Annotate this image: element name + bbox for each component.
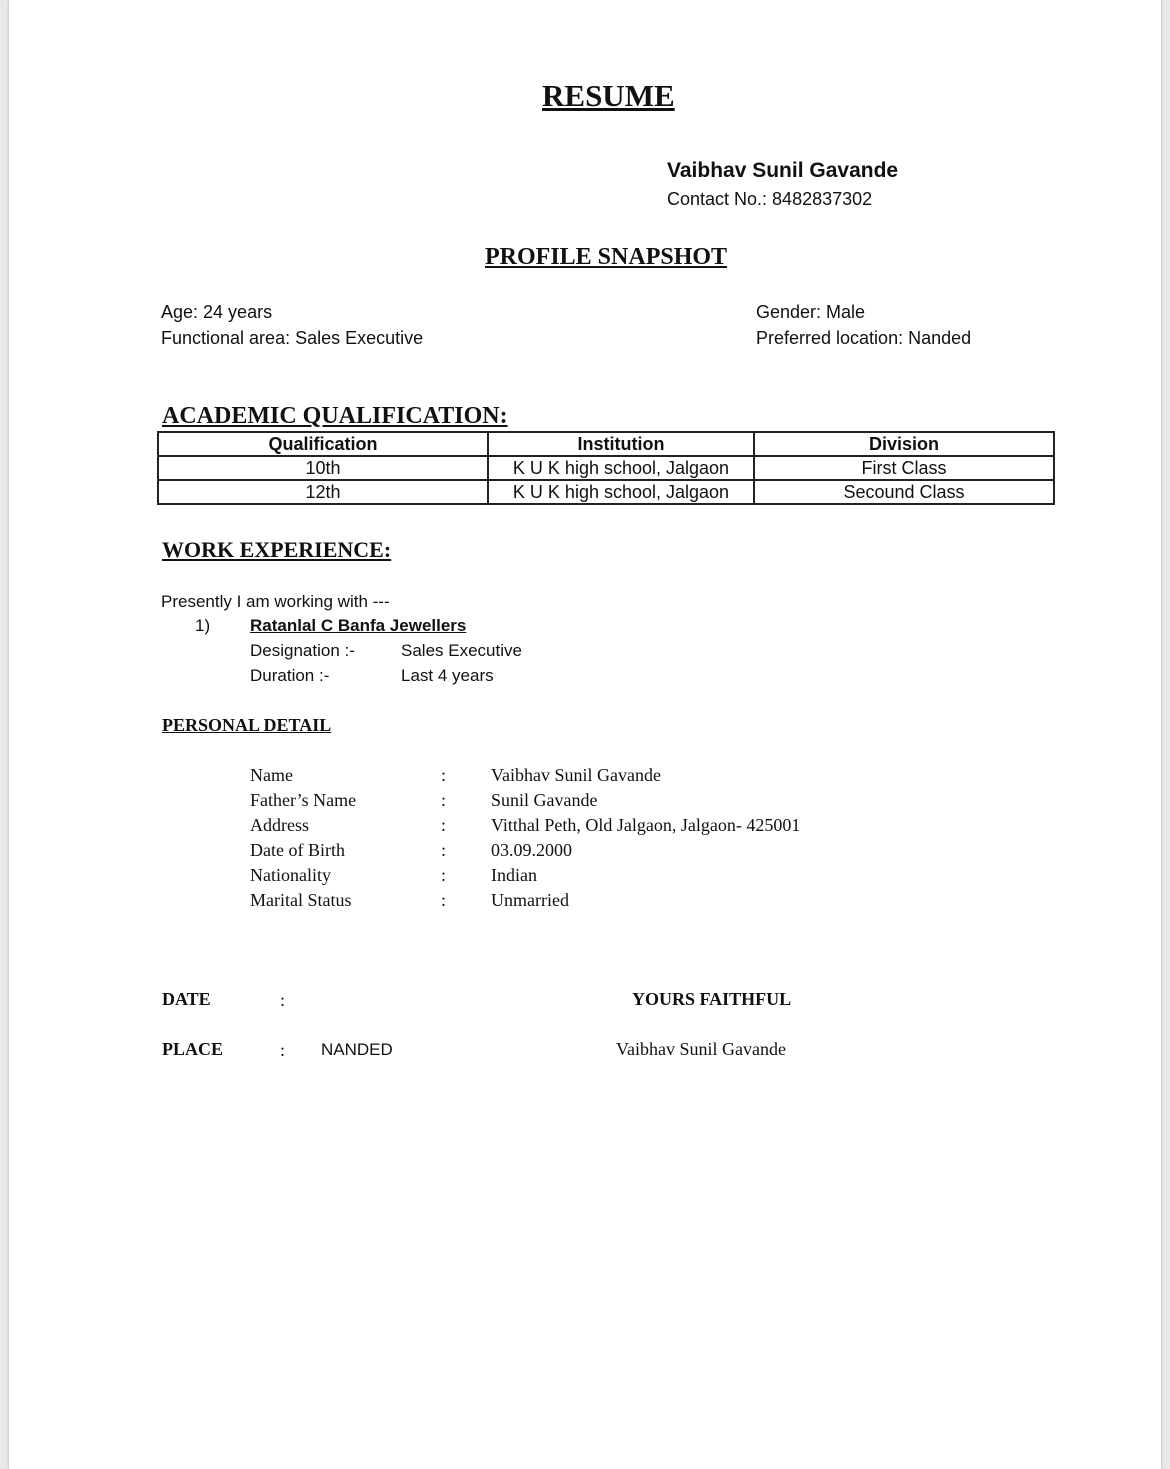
- table-cell: K U K high school, Jalgaon: [488, 480, 754, 504]
- personal-separator: :: [441, 840, 447, 860]
- date-separator: :: [280, 990, 286, 1010]
- column-header-institution: Institution: [488, 432, 754, 456]
- personal-heading: PERSONAL DETAIL: [162, 715, 332, 735]
- table-row: [158, 456, 1054, 480]
- profile-gender: Gender: Male: [756, 302, 866, 322]
- personal-value-fathers-name: Sunil Gavande: [491, 790, 598, 810]
- table-cell: K U K high school, Jalgaon: [488, 456, 754, 480]
- profile-age: Age: 24 years: [161, 302, 273, 322]
- place-label: PLACE: [162, 1039, 224, 1059]
- personal-value-marital-status: Unmarried: [491, 890, 569, 910]
- personal-separator: :: [441, 890, 447, 910]
- header-name: Vaibhav Sunil Gavande: [667, 159, 899, 182]
- header-contact: Contact No.: 8482837302: [667, 189, 873, 209]
- academic-header-row: [158, 432, 1054, 456]
- academic-heading: ACADEMIC QUALIFICATION:: [162, 403, 508, 429]
- column-header-qualification: Qualification: [158, 432, 488, 456]
- personal-label-nationality: Nationality: [250, 865, 331, 885]
- work-designation-label: Designation :-: [250, 641, 355, 660]
- work-designation-value: Sales Executive: [401, 641, 522, 660]
- place-separator: :: [280, 1040, 286, 1060]
- work-item-number: 1): [195, 616, 211, 635]
- resume-title: RESUME: [542, 78, 675, 113]
- profile-functional-area: Functional area: Sales Executive: [161, 328, 424, 348]
- personal-value-name: Vaibhav Sunil Gavande: [491, 765, 661, 785]
- personal-label-date-of-birth: Date of Birth: [250, 840, 345, 860]
- work-intro: Presently I am working with ---: [161, 592, 390, 611]
- table-row: [158, 480, 1054, 504]
- work-duration-value: Last 4 years: [401, 666, 494, 685]
- personal-value-address: Vitthal Peth, Old Jalgaon, Jalgaon- 425001: [491, 815, 801, 835]
- personal-value-date-of-birth: 03.09.2000: [491, 840, 572, 860]
- table-cell: First Class: [754, 456, 1054, 480]
- table-cell: 12th: [158, 480, 488, 504]
- personal-value-nationality: Indian: [491, 865, 537, 885]
- academic-table: [157, 431, 1055, 505]
- table-cell: 10th: [158, 456, 488, 480]
- personal-separator: :: [441, 865, 447, 885]
- personal-label-address: Address: [250, 815, 309, 835]
- work-company: Ratanlal C Banfa Jewellers: [250, 616, 467, 635]
- document-page: [9, 0, 1161, 1469]
- table-cell: Secound Class: [754, 480, 1054, 504]
- profile-preferred-location: Preferred location: Nanded: [756, 328, 972, 348]
- column-header-division: Division: [754, 432, 1054, 456]
- work-duration-label: Duration :-: [250, 666, 330, 685]
- place-value: NANDED: [321, 1040, 393, 1059]
- personal-separator: :: [441, 815, 447, 835]
- personal-label-name: Name: [250, 765, 293, 785]
- personal-separator: :: [441, 790, 447, 810]
- closing-text: YOURS FAITHFUL: [632, 989, 792, 1009]
- personal-separator: :: [441, 765, 447, 785]
- personal-label-fathers-name: Father’s Name: [250, 790, 357, 810]
- personal-label-marital-status: Marital Status: [250, 890, 352, 910]
- signature-name: Vaibhav Sunil Gavande: [616, 1039, 786, 1059]
- work-heading: WORK EXPERIENCE:: [162, 537, 392, 562]
- date-label: DATE: [162, 989, 211, 1009]
- profile-heading: PROFILE SNAPSHOT: [485, 244, 728, 270]
